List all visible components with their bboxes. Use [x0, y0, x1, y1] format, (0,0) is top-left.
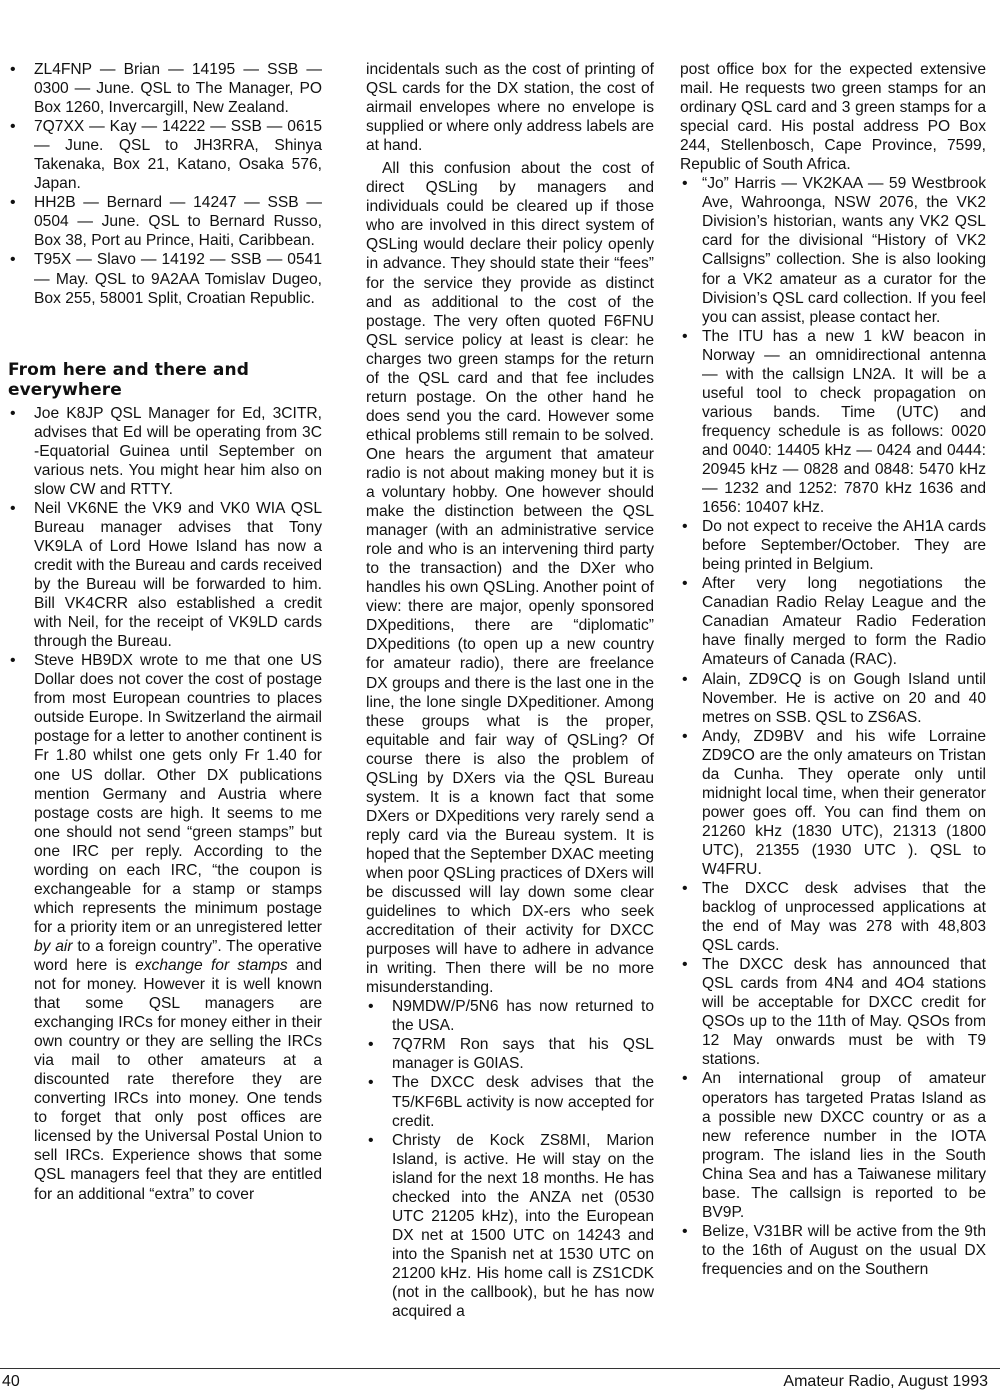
list-item: • 7Q7XX — Kay — 14222 — SSB — 0615 — June. QSL to JH3RRA, Shinya Takenaka, Box 21, Katano, Osaka 576, Japan. [8, 117, 322, 193]
news-list [8, 404, 322, 1204]
page-number: 40 [2, 1373, 20, 1390]
list-item: • T95X — Slavo — 14192 — SSB — 0541 — May. QSL to 9A2AA Tomislav Dugeo, Box 255, 58001 Split, Croatian Republic. [8, 250, 322, 307]
list-item: • Andy, ZD9BV and his wife Lorraine ZD9CO are the only amateurs on Tristan da Cunha. They operate only until midnight local time, when their generator power goes off. You can find them on 21260 kHz (1830 UTC), 21313 (1800 UTC), 21355 (1930 UTC ). QSL to W4FRU. [680, 727, 986, 879]
list-item: • Neil VK6NE the VK9 and VK0 WIA QSL Bureau manager advises that Tony VK9LA of Lord Howe Island has now a credit with the Bureau and cards received by the Bureau will be forwarded to him. Bill VK4CRR also established a credit with Neil, for the receipt of VK9LD cards through the Bureau. [8, 499, 322, 651]
publication-footer: Amateur Radio, August 1993 [783, 1373, 988, 1390]
list-item: • After very long negotiations the Canadian Radio Relay League and the Canadian Amateur Radio Federation have finally merged to form the Radio Amateurs of Canada (RAC). [680, 574, 986, 669]
list-item: • Christy de Kock ZS8MI, Marion Island, is active. He will stay on the island for the next 18 months. He has checked into the ANZA net (0530 UTC 21205 kHz), into the European DX net at 1500 UTC on 14243 and into the Spanish net at 1530 UTC on 21200 kHz. His home call is ZS1CDK (not in the callbook), but he has now acquired a [366, 1131, 654, 1321]
text-run: to a foreign country”. The operative word here is [34, 937, 322, 974]
news-list [366, 997, 654, 1321]
list-item: • The ITU has a new 1 kW beacon in Norway — an omnidirectional antenna — with the callsign LN2A. It will be a useful tool to check propagation on various bands. Time (UTC) and frequency schedule is as follows: 0020 and 0040: 14405 kHz — 0424 and 0444: 20945 kHz — 0828 and 0848: 5470 kHz — 1232 and 1252: 7870 kHz 1636 and 1656: 10407 kHz. [680, 327, 986, 517]
column-left [8, 60, 322, 1204]
paragraph: All this confusion about the cost of direct QSLing by managers and individuals could be cleared up if those who are involved in this direct system of QSLing would declare their policy openly in advance. They should state their “fees” for the service they provide as distinct and as additional to the cost of the postage. The very often quoted F6FNU QSL service policy at least is clear: he charges two green stamps for the return of the QSL card and that fee includes return postage. On the other hand he does send you the card. However some ethical problems still remain to be solved. One hears the argument that amateur radio is not about making money but it is a voluntary hobby. One however should make the distinction between the QSL manager (with an administrative service role and who is an intervening third party to the transaction) and the DXer who handles his own QSLing. Another point of view: there are major, openly sponsored DXpeditions, there are “diplomatic” DXpeditions (to open up a new country for amateur radio), there are freelance DX groups and there is the last one in the line, the lone single DXpeditioner. Among these groups what is the proper, equitable and fair way of QSLing? Of course there is also the problem of QSLing by DXers via the QSL Bureau system. It is a known fact that some DXers or DXpeditions very rarely send a reply card via the Bureau system. It is hoped that the September DXAC meeting when poor QSLing practices of DXers will be discussed will lay down some clear guidelines to which DX-ers who seek accreditation of their activity for DXCC purposes will have to adhere in advance in writing. Then there will be no more misunderstanding. [366, 160, 654, 997]
column-middle [366, 60, 654, 1321]
list-item: • An international group of amateur operators has targeted Pratas Island as a possible new DXCC country or as a new reference number in the IOTA program. The island lies in the South China Sea and has a Taiwanese military base. The callsign is reported to be BV9P. [680, 1069, 986, 1221]
list-item: • 7Q7RM Ron says that his QSL manager is G0IAS. [366, 1035, 654, 1073]
section-heading: From here and there and everywhere [8, 359, 249, 400]
list-item: • Belize, V31BR will be active from the 9th to the 16th of August on the usual DX frequencies and on the Southern [680, 1222, 986, 1279]
list-item-steve [8, 651, 322, 1203]
list-item: • The DXCC desk has announced that QSL cards from 4N4 and 4O4 stations will be acceptable for DXCC credit for QSOs up to the 11th of May. QSOs from 12 May onwards must be with T9 stations. [680, 955, 986, 1069]
paragraph: post office box for the expected extensive mail. He requests two green stamps for an ordinary QSL card and 3 green stamps for a special card. His postal address PO Box 244, Stellenbosch, Cape Province, 7599, Republic of South Africa. [680, 61, 986, 174]
news-list [680, 174, 986, 1279]
list-item: • Joe K8JP QSL Manager for Ed, 3CITR, advises that Ed will be operating from 3C -Equatorial Guinea until September on various nets. You might hear him also on slow CW and RTTY. [8, 404, 322, 499]
emphasis: by air [34, 937, 73, 955]
list-item: • The DXCC desk advises that the backlog of unprocessed applications at the end of May was 278 with 48,803 QSL cards. [680, 879, 986, 955]
list-item: • Alain, ZD9CQ is on Gough Island until November. He is active on 20 and 40 metres on SSB. QSL to ZS6AS. [680, 670, 986, 727]
text-run: Steve HB9DX wrote to me that one US Dollar does not cover the cost of postage from most European countries to places outside Europe. In Switzerland the airmail postage for a letter to another continent is Fr 1.80 whilst one gets only Fr 1.40 for one US dollar. Other DX publications mention Germany and Austria where postage costs are high. It seems to me one should not send “green stamps” but one IRC per reply. According to the wording on each IRC, “the coupon is exchangeable for a stamp or stamps which represents the minimum postage for a priority item or an unregistered letter [34, 652, 322, 936]
list-item: • The DXCC desk advises that the T5/KF6BL activity is now accepted for credit. [366, 1073, 654, 1130]
list-item: • HH2B — Bernard — 14247 — SSB — 0504 — June. QSL to Bernard Russo, Box 38, Port au Prince, Haiti, Caribbean. [8, 193, 322, 250]
column-right [680, 60, 986, 1279]
list-item: • “Jo” Harris — VK2KAA — 59 Westbrook Ave, Wahroonga, NSW 2076, the VK2 Division’s historian, wants any VK2 QSL card for the divisional “History of VK2 Callsigns” collection. She is also looking for a VK2 amateur as a curator for the Division’s QSL card collection. If you feel you can assist, please contact her. [680, 174, 986, 326]
list-item: • ZL4FNP — Brian — 14195 — SSB — 0300 — June. QSL to The Manager, PO Box 1260, Invercargill, New Zealand. [8, 60, 322, 117]
footer-divider [0, 1368, 1000, 1369]
text-run: and not for money. However it is well known that some QSL managers are exchanging IRCs for money either in their own country or they are selling the IRCs via mail to other amateurs at a discounted rate therefore they are converting IRCs into money. One tends to forget that only post offices are licensed by the Universal Postal Union to sell IRCs. Experience shows that some QSL managers feel that they are entitled for an additional “extra” to cover [34, 956, 322, 1203]
paragraph: incidentals such as the cost of printing of QSL cards for the DX station, the cost of airmail envelopes where no envelope is supplied or where only address labels are at hand. [366, 61, 654, 155]
dx-listing [8, 60, 322, 308]
list-item: • N9MDW/P/5N6 has now returned to the USA. [366, 997, 654, 1035]
list-item: • Do not expect to receive the AH1A cards before September/October. They are being printed in Belgium. [680, 517, 986, 574]
emphasis: exchange for stamps [135, 956, 288, 974]
